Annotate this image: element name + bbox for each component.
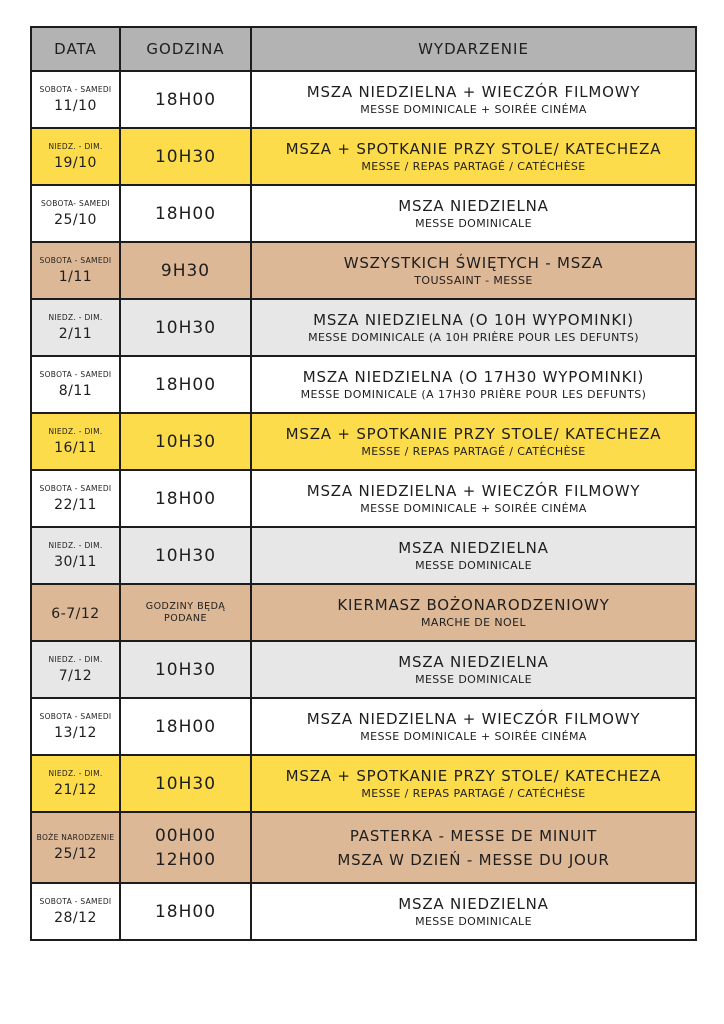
- date-cell: [31, 584, 120, 641]
- table-row: [31, 356, 696, 413]
- day-label: SOBOTA - SAMEDI: [39, 84, 112, 94]
- event-title: MSZA + SPOTKANIE PRZY STOLE/ KATECHEZA: [285, 425, 662, 443]
- time-cell: [120, 71, 251, 128]
- time-cell: [120, 883, 251, 940]
- event-subtitle: MESSE DOMINICALE: [415, 673, 532, 686]
- time-cell: [120, 584, 251, 641]
- table-row: [31, 242, 696, 299]
- event-cell: [251, 242, 696, 299]
- table-row: [31, 185, 696, 242]
- event-subtitle: MESSE DOMINICALE: [415, 217, 532, 230]
- time-value: 10H30: [154, 773, 217, 794]
- time-value: 18H00: [154, 374, 217, 395]
- date-cell: [31, 413, 120, 470]
- event-title: WSZYSTKICH ŚWIĘTYCH - MSZA: [343, 254, 604, 272]
- event-cell: [251, 470, 696, 527]
- day-label: SOBOTA - SAMEDI: [39, 483, 112, 493]
- event-cell: [251, 641, 696, 698]
- date-cell: [31, 470, 120, 527]
- header-date: DATA: [31, 27, 120, 71]
- time-note: GODZINY BĘDĄ PODANE: [145, 600, 226, 624]
- event-subtitle: MSZA W DZIEŃ - MESSE DU JOUR: [337, 850, 610, 869]
- date-cell: [31, 356, 120, 413]
- day-label: SOBOTA - SAMEDI: [39, 711, 112, 721]
- event-title: MSZA NIEDZIELNA: [398, 197, 549, 215]
- time-cell: [120, 641, 251, 698]
- table-row: [31, 755, 696, 812]
- event-cell: [251, 755, 696, 812]
- time-cell: [120, 242, 251, 299]
- event-subtitle: MESSE / REPAS PARTAGÉ / CATÉCHÈSE: [361, 160, 586, 173]
- time-cell: [120, 128, 251, 185]
- time-cell: [120, 812, 251, 883]
- table-row: [31, 413, 696, 470]
- event-subtitle: MESSE DOMINICALE: [415, 559, 532, 572]
- day-label: SOBOTA - SAMEDI: [39, 369, 112, 379]
- date-value: 25/12: [54, 845, 97, 862]
- event-cell: [251, 883, 696, 940]
- event-cell: [251, 128, 696, 185]
- time-cell: [120, 527, 251, 584]
- time-value: 18H00: [154, 203, 217, 224]
- date-value: 6-7/12: [51, 606, 100, 622]
- time-cell: [120, 755, 251, 812]
- day-label: NIEDZ. - DIM.: [48, 141, 103, 151]
- event-title: MSZA NIEDZIELNA (O 17H30 WYPOMINKI): [302, 368, 645, 386]
- event-title: MSZA NIEDZIELNA (O 10H WYPOMINKI): [313, 311, 634, 329]
- event-title: MSZA NIEDZIELNA: [398, 895, 549, 913]
- date-cell: [31, 71, 120, 128]
- time-cell: [120, 356, 251, 413]
- event-cell: [251, 356, 696, 413]
- date-value: 19/10: [54, 154, 97, 171]
- event-cell: [251, 584, 696, 641]
- time-cell: [120, 470, 251, 527]
- date-value: 2/11: [58, 325, 93, 342]
- event-title: MSZA + SPOTKANIE PRZY STOLE/ KATECHEZA: [285, 140, 662, 158]
- date-value: 7/12: [58, 667, 93, 684]
- table-row: [31, 698, 696, 755]
- event-cell: [251, 185, 696, 242]
- event-title: MSZA NIEDZIELNA + WIECZÓR FILMOWY: [306, 710, 641, 728]
- event-subtitle: MESSE DOMINICALE (A 17H30 PRIÈRE POUR LES DEFUNTS): [300, 388, 647, 401]
- date-cell: [31, 641, 120, 698]
- table-row: [31, 812, 696, 883]
- table-header-row: [31, 27, 696, 71]
- time-value: 00H00: [154, 825, 217, 846]
- day-label: NIEDZ. - DIM.: [48, 312, 103, 322]
- time-value: 9H30: [160, 260, 211, 281]
- table-row: [31, 641, 696, 698]
- time-value: 18H00: [154, 716, 217, 737]
- date-value: 21/12: [54, 781, 97, 798]
- event-cell: [251, 71, 696, 128]
- day-label: NIEDZ. - DIM.: [48, 768, 103, 778]
- time-value: 10H30: [154, 146, 217, 167]
- day-label: BOŻE NARODZENIE: [36, 832, 115, 842]
- date-cell: [31, 698, 120, 755]
- event-cell: [251, 527, 696, 584]
- schedule-body: [31, 71, 696, 940]
- event-title: MSZA + SPOTKANIE PRZY STOLE/ KATECHEZA: [285, 767, 662, 785]
- date-value: 30/11: [54, 553, 97, 570]
- event-subtitle: MESSE DOMINICALE: [415, 915, 532, 928]
- day-label: SOBOTA - SAMEDI: [39, 255, 112, 265]
- header-event: WYDARZENIE: [251, 27, 696, 71]
- event-title: MSZA NIEDZIELNA: [398, 539, 549, 557]
- event-cell: [251, 812, 696, 883]
- event-subtitle: MESSE / REPAS PARTAGÉ / CATÉCHÈSE: [361, 787, 586, 800]
- time-value: 10H30: [154, 545, 217, 566]
- event-subtitle: MESSE / REPAS PARTAGÉ / CATÉCHÈSE: [361, 445, 586, 458]
- date-cell: [31, 755, 120, 812]
- date-cell: [31, 299, 120, 356]
- date-cell: [31, 242, 120, 299]
- date-cell: [31, 812, 120, 883]
- event-subtitle: TOUSSAINT - MESSE: [414, 274, 533, 287]
- table-row: [31, 470, 696, 527]
- event-cell: [251, 299, 696, 356]
- day-label: NIEDZ. - DIM.: [48, 540, 103, 550]
- date-cell: [31, 883, 120, 940]
- time-value: 10H30: [154, 431, 217, 452]
- event-title: MSZA NIEDZIELNA: [398, 653, 549, 671]
- event-subtitle: MESSE DOMINICALE (A 10H PRIÈRE POUR LES DEFUNTS): [308, 331, 639, 344]
- event-subtitle: MESSE DOMINICALE + SOIRÉE CINÉMA: [360, 502, 587, 515]
- day-label: NIEDZ. - DIM.: [48, 654, 103, 664]
- event-subtitle: MESSE DOMINICALE + SOIRÉE CINÉMA: [360, 103, 587, 116]
- event-title: PASTERKA - MESSE DE MINUIT: [349, 826, 598, 845]
- day-label: SOBOTA - SAMEDI: [39, 896, 112, 906]
- time-cell: [120, 299, 251, 356]
- time-value: 10H30: [154, 317, 217, 338]
- time-value: 18H00: [154, 89, 217, 110]
- event-title: MSZA NIEDZIELNA + WIECZÓR FILMOWY: [306, 482, 641, 500]
- date-value: 1/11: [58, 268, 93, 285]
- date-value: 22/11: [54, 496, 97, 513]
- date-value: 11/10: [54, 97, 97, 114]
- time-value: 18H00: [154, 488, 217, 509]
- table-row: [31, 527, 696, 584]
- date-value: 13/12: [54, 724, 97, 741]
- table-row: [31, 71, 696, 128]
- event-title: MSZA NIEDZIELNA + WIECZÓR FILMOWY: [306, 83, 641, 101]
- date-value: 25/10: [54, 211, 97, 228]
- time-value-second: 12H00: [154, 849, 217, 870]
- date-cell: [31, 128, 120, 185]
- time-value: 10H30: [154, 659, 217, 680]
- date-cell: [31, 185, 120, 242]
- time-cell: [120, 413, 251, 470]
- date-value: 16/11: [54, 439, 97, 456]
- day-label: SOBOTA- SAMEDI: [40, 198, 111, 208]
- header-time: GODZINA: [120, 27, 251, 71]
- time-cell: [120, 698, 251, 755]
- date-cell: [31, 527, 120, 584]
- event-subtitle: MARCHE DE NOEL: [421, 616, 526, 629]
- time-cell: [120, 185, 251, 242]
- table-row: [31, 584, 696, 641]
- event-subtitle: MESSE DOMINICALE + SOIRÉE CINÉMA: [360, 730, 587, 743]
- date-value: 28/12: [54, 909, 97, 926]
- table-row: [31, 299, 696, 356]
- table-row: [31, 883, 696, 940]
- day-label: NIEDZ. - DIM.: [48, 426, 103, 436]
- event-cell: [251, 413, 696, 470]
- time-value: 18H00: [154, 901, 217, 922]
- event-title: KIERMASZ BOŻONARODZENIOWY: [337, 596, 610, 614]
- event-cell: [251, 698, 696, 755]
- table-row: [31, 128, 696, 185]
- date-value: 8/11: [58, 382, 93, 399]
- event-schedule-table: [30, 26, 697, 941]
